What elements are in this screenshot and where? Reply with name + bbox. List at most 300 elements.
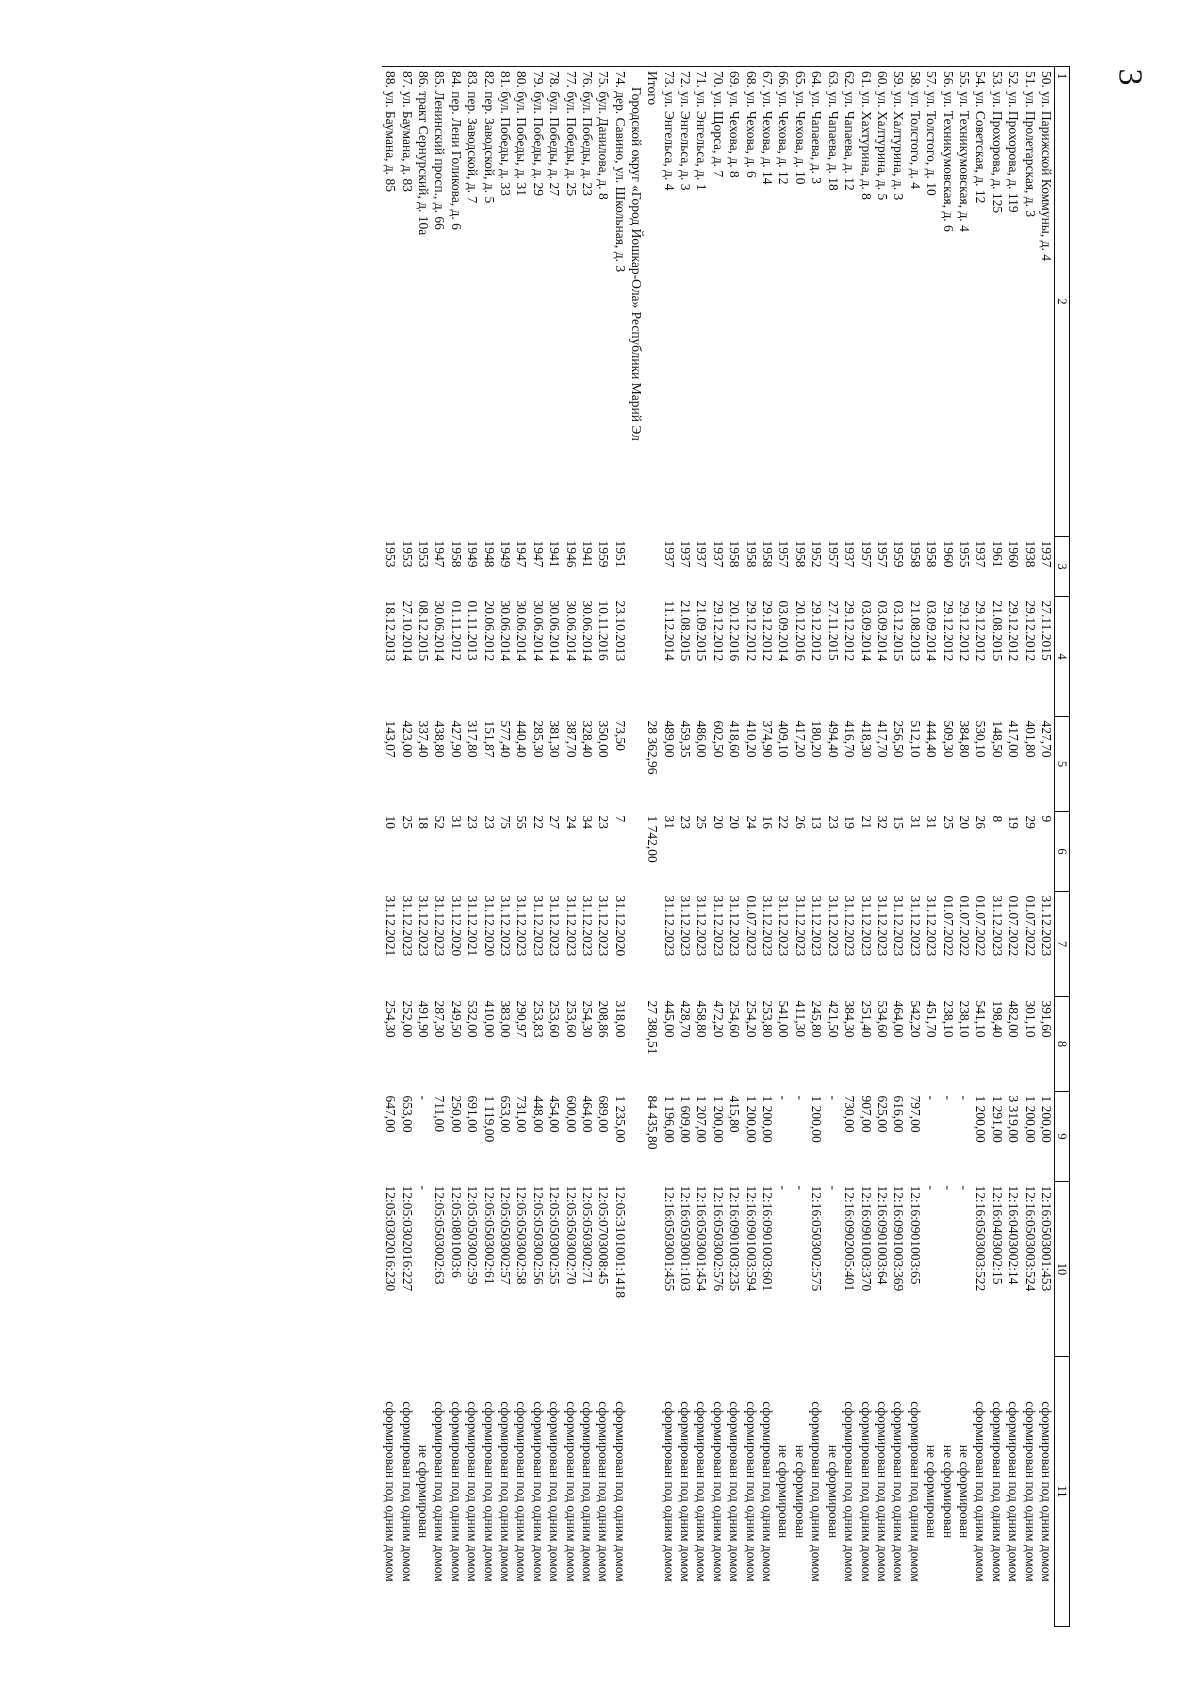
cell-col-9: 1 200,00 bbox=[809, 1095, 825, 1143]
cell-col-2: 83. пер. Заводской, д. 7 bbox=[465, 71, 481, 204]
empty-cell bbox=[628, 597, 644, 717]
cell-col-8: 238,10 bbox=[940, 1000, 956, 1038]
cell-col-4: 03.09.2014 bbox=[924, 600, 940, 662]
cell-col-3: 1937 bbox=[694, 540, 710, 568]
empty-cell bbox=[628, 812, 644, 892]
cell-col-11: сформирован под одним домом bbox=[514, 1401, 530, 1582]
page-number: 3 bbox=[1111, 68, 1149, 86]
cell-col-6: 52 bbox=[432, 815, 448, 829]
cell-col-9: 689,00 bbox=[596, 1095, 612, 1133]
cell-col-5: 602,50 bbox=[710, 720, 726, 758]
cell-col-8: 428,70 bbox=[678, 1000, 694, 1038]
cell-col-4: 03.09.2014 bbox=[858, 600, 874, 662]
cell-col-7: 01.07.2022 bbox=[1006, 895, 1022, 957]
cell-col-4: 27.10.2014 bbox=[399, 600, 415, 662]
cell-col-3: 1951 bbox=[612, 540, 628, 568]
cell-col-6: 26 bbox=[973, 815, 989, 829]
cell-col-6: 22 bbox=[776, 815, 792, 829]
cell-col-10: 12:16:0503001:103 bbox=[678, 1185, 694, 1292]
cell-col-8: 253,60 bbox=[547, 1000, 563, 1038]
table-row bbox=[595, 67, 611, 1627]
cell-col-3: 1957 bbox=[858, 540, 874, 568]
cell-col-8: 245,80 bbox=[809, 1000, 825, 1038]
cell-col-5: 337,40 bbox=[415, 720, 431, 758]
cell-col-11: сформирован под одним домом bbox=[858, 1401, 874, 1582]
cell-col-9: 730,00 bbox=[842, 1095, 858, 1133]
cell-col-6: 23 bbox=[678, 815, 694, 829]
cell-col-10: - bbox=[776, 1185, 792, 1190]
cell-col-2: 87. ул. Баумана, д. 83 bbox=[399, 71, 415, 193]
cell-col-9: 1 200,00 bbox=[1022, 1095, 1038, 1143]
cell-col-11: сформирован под одним домом bbox=[743, 1401, 759, 1582]
cell-col-2: 55. ул. Техникумовская, д. 4 bbox=[956, 71, 972, 232]
cell-col-7: 31.12.2023 bbox=[792, 895, 808, 957]
empty-cell bbox=[628, 1092, 644, 1182]
cell-col-7: 31.12.2023 bbox=[776, 895, 792, 957]
cell-col-11: сформирован под одним домом bbox=[842, 1401, 858, 1582]
cell-col-9: 797,00 bbox=[907, 1095, 923, 1133]
cell-col-11: не сформирован bbox=[776, 1444, 792, 1539]
table-row bbox=[824, 67, 840, 1627]
cell-col-6: 29 bbox=[1022, 815, 1038, 829]
cell-col-8: 238,10 bbox=[956, 1000, 972, 1038]
cell-col-7: 31.12.2023 bbox=[989, 895, 1005, 957]
cell-col-5: 285,30 bbox=[530, 720, 546, 758]
cell-col-11: не сформирован bbox=[956, 1444, 972, 1539]
cell-col-2: 65. ул. Чехова, д. 10 bbox=[792, 71, 808, 185]
cell-col-9: 625,00 bbox=[874, 1095, 890, 1133]
cell-col-11: сформирован под одним домом bbox=[498, 1401, 513, 1582]
cell-col-4: 03.09.2014 bbox=[776, 600, 792, 662]
cell-col-8: 482,00 bbox=[1006, 1000, 1022, 1038]
cell-col-7: 31.12.2023 bbox=[530, 895, 546, 957]
column-header-1-2 bbox=[1055, 67, 1070, 537]
cell-col-6: 20 bbox=[727, 815, 743, 829]
table-row bbox=[611, 67, 627, 1627]
cell-col-6: 26 bbox=[792, 815, 808, 829]
cell-col-10: 12:16:0901003:65 bbox=[907, 1185, 923, 1285]
header-row bbox=[1055, 67, 1070, 1627]
cell-col-9: - bbox=[415, 1095, 431, 1100]
cell-col-9: - bbox=[940, 1095, 956, 1100]
cell-col-6: 24 bbox=[743, 815, 759, 829]
cell-col-4: 29.12.2012 bbox=[973, 600, 989, 662]
cell-col-11: сформирован под одним домом bbox=[973, 1401, 989, 1582]
cell-col-4: 21.08.2015 bbox=[678, 600, 694, 662]
cell-col-11: сформирован под одним домом bbox=[399, 1401, 415, 1582]
cell-col-3: 1949 bbox=[498, 540, 513, 568]
cell-col-2: 50. ул. Парижской Коммуны, д. 4 bbox=[1039, 71, 1054, 261]
cell-col-5: 444,40 bbox=[924, 720, 940, 758]
cell-col-3: 1957 bbox=[825, 540, 841, 568]
cell-col-2: 86. тракт Сернурский, д. 10а bbox=[415, 71, 431, 236]
cell-col-4: 29.12.2012 bbox=[956, 600, 972, 662]
cell-col-3: 1959 bbox=[891, 540, 907, 568]
cell-col-10: 12:05:0503002:61 bbox=[481, 1185, 497, 1285]
cell-col-2: 67. ул. Чехова, д. 14 bbox=[760, 71, 776, 185]
table-row bbox=[546, 67, 562, 1627]
cell-col-4: 30.06.2014 bbox=[498, 600, 513, 662]
cell-col-8: 384,30 bbox=[842, 1000, 858, 1038]
cell-col-8: 451,70 bbox=[924, 1000, 940, 1038]
cell-col-2: 88. ул. Баумана, д. 85 bbox=[383, 71, 399, 193]
cell-col-6: 7 bbox=[612, 815, 628, 823]
cell-col-2: 80. бул. Победы, д. 31 bbox=[514, 71, 530, 197]
cell-col-11: не сформирован bbox=[825, 1444, 841, 1539]
cell-col-5: 417,00 bbox=[1006, 720, 1022, 758]
cell-col-3: 1947 bbox=[514, 540, 530, 568]
cell-col-11: не сформирован bbox=[792, 1444, 808, 1539]
cell-col-9: - bbox=[924, 1095, 940, 1100]
table-row bbox=[1038, 67, 1055, 1627]
cell-col-11: сформирован под одним домом bbox=[432, 1401, 448, 1582]
cell-col-11: сформирован под одним домом bbox=[661, 1401, 677, 1582]
cell-col-7: 01.07.2023 bbox=[743, 895, 759, 957]
cell-col-9: 3 319,00 bbox=[1006, 1095, 1022, 1143]
cell-col-3: 1957 bbox=[874, 540, 890, 568]
cell-col-4: 30.06.2014 bbox=[530, 600, 546, 662]
cell-col-3: 1941 bbox=[580, 540, 596, 568]
cell-col-11: сформирован под одним домом bbox=[612, 1401, 628, 1582]
housing-registry-table bbox=[382, 66, 1070, 1627]
table-row bbox=[1021, 67, 1037, 1627]
cell-col-10 bbox=[644, 1182, 660, 1357]
cell-col-9: 250,00 bbox=[448, 1095, 464, 1133]
cell-col-3: 1958 bbox=[907, 540, 923, 568]
table-body bbox=[382, 67, 1055, 1627]
cell-col-4: 11.12.2014 bbox=[661, 600, 677, 661]
cell-col-2: 52. ул. Прохорова, д. 119 bbox=[1006, 71, 1022, 213]
cell-col-5: 438,80 bbox=[432, 720, 448, 758]
table-row bbox=[709, 67, 725, 1627]
cell-col-4: 18.12.2013 bbox=[383, 600, 399, 662]
cell-col-4: 29.12.2012 bbox=[1022, 600, 1038, 662]
column-header-7: 7 bbox=[1055, 892, 1070, 997]
cell-col-5: 494,40 bbox=[825, 720, 841, 758]
cell-col-4: 29.12.2012 bbox=[809, 600, 825, 662]
cell-col-2: 60. ул. Халтурина, д. 5 bbox=[874, 71, 890, 201]
cell-col-6: 20 bbox=[956, 815, 972, 829]
cell-col-2: 66. ул. Чехова, д. 12 bbox=[776, 71, 792, 185]
column-header-3: 3 bbox=[1055, 537, 1070, 597]
cell-col-3: 1961 bbox=[989, 540, 1005, 568]
cell-col-7: 31.12.2023 bbox=[710, 895, 726, 957]
cell-col-9: 464,00 bbox=[580, 1095, 596, 1133]
cell-col-7: 31.12.2023 bbox=[498, 895, 513, 957]
column-header-5: 5 bbox=[1055, 717, 1070, 812]
section-title: Городской округ «Город Йошкар-Ола» Республики Марий Эл bbox=[628, 87, 644, 441]
cell-col-10: 12:05:3101001:1418 bbox=[612, 1185, 628, 1299]
cell-col-5: 423,00 bbox=[399, 720, 415, 758]
cell-col-2: 84. пер. Лени Голикова, д. 6 bbox=[448, 71, 464, 230]
table-row bbox=[431, 67, 447, 1627]
cell-col-8: 254,30 bbox=[580, 1000, 596, 1038]
cell-col-8: 251,40 bbox=[858, 1000, 874, 1038]
cell-col-9: 711,00 bbox=[432, 1095, 448, 1133]
cell-col-5: 489,00 bbox=[661, 720, 677, 758]
table-row bbox=[775, 67, 791, 1627]
cell-col-2: Итого bbox=[645, 71, 661, 106]
cell-col-8: 410,00 bbox=[481, 1000, 497, 1038]
cell-col-5: 387,70 bbox=[563, 720, 579, 758]
cell-col-5: 440,40 bbox=[514, 720, 530, 758]
cell-col-8: 249,50 bbox=[448, 1000, 464, 1038]
cell-col-9: 1 609,00 bbox=[678, 1095, 694, 1143]
table-row bbox=[447, 67, 463, 1627]
cell-col-4: 20.12.2016 bbox=[792, 600, 808, 662]
cell-col-9: 907,00 bbox=[858, 1095, 874, 1133]
cell-col-5: 143,07 bbox=[383, 720, 399, 758]
cell-col-6: 20 bbox=[710, 815, 726, 829]
table-row bbox=[906, 67, 922, 1627]
cell-col-2: 79. бул. Победы, д. 29 bbox=[530, 71, 546, 197]
cell-col-4: 21.08.2013 bbox=[907, 600, 923, 662]
cell-col-5: 530,10 bbox=[973, 720, 989, 758]
cell-col-8: 472,20 bbox=[710, 1000, 726, 1038]
cell-col-3 bbox=[644, 537, 660, 597]
cell-col-5: 374,90 bbox=[760, 720, 776, 758]
cell-col-2: 57. ул. Толстого, д. 10 bbox=[924, 71, 940, 196]
cell-col-9: 616,00 bbox=[891, 1095, 907, 1133]
table-row bbox=[464, 67, 480, 1627]
cell-col-2: 51. ул. Пролетарская, д. 3 bbox=[1022, 71, 1038, 218]
cell-col-2: 76. бул. Победы, д. 23 bbox=[580, 71, 596, 197]
cell-col-11: сформирован под одним домом bbox=[530, 1401, 546, 1582]
cell-col-4: 20.12.2016 bbox=[727, 600, 743, 662]
cell-col-2: 82. пер. Заводской, д. 5 bbox=[481, 71, 497, 204]
cell-col-10: - bbox=[825, 1185, 841, 1190]
cell-col-8: 27 380,51 bbox=[645, 1000, 661, 1055]
cell-col-9: 1 207,00 bbox=[694, 1095, 710, 1143]
cell-col-7: 31.12.2021 bbox=[465, 895, 481, 957]
cell-col-10: 12:16:0503001:455 bbox=[661, 1185, 677, 1292]
cell-col-8: 318,00 bbox=[612, 1000, 628, 1038]
cell-col-3: 1948 bbox=[481, 540, 497, 568]
cell-col-5: 418,60 bbox=[727, 720, 743, 758]
cell-col-11: сформирован под одним домом bbox=[448, 1401, 464, 1582]
cell-col-8: 254,60 bbox=[727, 1000, 743, 1038]
cell-col-8: 532,00 bbox=[465, 1000, 481, 1038]
cell-col-2: 73. ул. Энгельса, д. 4 bbox=[661, 71, 677, 191]
cell-col-7: 31.12.2023 bbox=[809, 895, 825, 957]
cell-col-4: 03.09.2014 bbox=[874, 600, 890, 662]
cell-col-9: 653,00 bbox=[399, 1095, 415, 1133]
cell-col-11: сформирован под одним домом bbox=[1006, 1401, 1022, 1582]
cell-col-3: 1937 bbox=[661, 540, 677, 568]
cell-col-9: 1 235,00 bbox=[612, 1095, 628, 1143]
cell-col-6: 10 bbox=[383, 815, 399, 829]
cell-col-5: 180,20 bbox=[809, 720, 825, 758]
table-row bbox=[841, 67, 857, 1627]
cell-col-4: 08.12.2015 bbox=[415, 600, 431, 662]
cell-col-4: 30.06.2014 bbox=[563, 600, 579, 662]
cell-col-8: 541,10 bbox=[973, 1000, 989, 1038]
table-row bbox=[857, 67, 873, 1627]
cell-col-10: 12:16:0902005:401 bbox=[842, 1185, 858, 1292]
cell-col-3: 1957 bbox=[776, 540, 792, 568]
cell-col-5: 417,70 bbox=[874, 720, 890, 758]
cell-col-9: 1 200,00 bbox=[760, 1095, 776, 1143]
cell-col-8: 208,86 bbox=[596, 1000, 612, 1038]
cell-col-2: 74. дер. Савино, ул. Школьная, д. 3 bbox=[612, 71, 628, 273]
cell-col-7: 31.12.2023 bbox=[694, 895, 710, 957]
table-row bbox=[579, 67, 595, 1627]
cell-col-4: 29.12.2012 bbox=[940, 600, 956, 662]
cell-col-2: 78. бул. Победы, д. 27 bbox=[547, 71, 563, 197]
cell-col-8: 290,97 bbox=[514, 1000, 530, 1038]
cell-col-3: 1958 bbox=[743, 540, 759, 568]
cell-col-10: 12:05:0503002:71 bbox=[580, 1185, 596, 1285]
cell-col-7: 01.07.2022 bbox=[956, 895, 972, 957]
cell-col-10: 12:16:0901003:601 bbox=[760, 1185, 776, 1292]
cell-col-2: 77. бул. Победы, д. 25 bbox=[563, 71, 579, 197]
cell-col-9: - bbox=[792, 1095, 808, 1100]
cell-col-6: 8 bbox=[989, 815, 1005, 823]
cell-col-9: 1 200,00 bbox=[710, 1095, 726, 1143]
cell-col-7: 31.12.2023 bbox=[727, 895, 743, 957]
cell-col-3: 1958 bbox=[760, 540, 776, 568]
cell-col-3: 1937 bbox=[842, 540, 858, 568]
cell-col-2: 63. ул. Чапаева, д. 18 bbox=[825, 71, 841, 191]
cell-col-10: 12:16:0901003:594 bbox=[743, 1185, 759, 1292]
cell-col-7: 31.12.2020 bbox=[612, 895, 628, 957]
cell-col-2: 62. ул. Чапаева, д. 12 bbox=[842, 71, 858, 191]
cell-col-9: 691,00 bbox=[465, 1095, 481, 1133]
table-row bbox=[808, 67, 824, 1627]
cell-col-10: 12:16:0901003:235 bbox=[727, 1185, 743, 1292]
cell-col-6: 13 bbox=[809, 815, 825, 829]
cell-col-11: сформирован под одним домом bbox=[1022, 1401, 1038, 1582]
cell-col-7: 31.12.2023 bbox=[907, 895, 923, 957]
cell-col-5: 384,80 bbox=[956, 720, 972, 758]
cell-col-8: 411,30 bbox=[792, 1000, 808, 1038]
cell-col-8: 491,90 bbox=[415, 1000, 431, 1038]
cell-col-6: 21 bbox=[858, 815, 874, 829]
cell-col-5: 350,00 bbox=[596, 720, 612, 758]
cell-col-4 bbox=[644, 597, 660, 717]
cell-col-3: 1958 bbox=[924, 540, 940, 568]
cell-col-6: 9 bbox=[1039, 815, 1054, 823]
section-row bbox=[628, 67, 644, 1627]
cell-col-2: 61. ул. Хахтурина, д. 8 bbox=[858, 71, 874, 200]
cell-col-7: 31.12.2023 bbox=[563, 895, 579, 957]
cell-col-10: - bbox=[940, 1185, 956, 1190]
cell-col-10: 12:16:0901003:370 bbox=[858, 1185, 874, 1292]
cell-col-3: 1937 bbox=[973, 540, 989, 568]
cell-col-9: - bbox=[956, 1095, 972, 1100]
cell-col-7: 31.12.2023 bbox=[858, 895, 874, 957]
cell-col-5: 28 362,96 bbox=[645, 720, 661, 775]
cell-col-8: 445,00 bbox=[661, 1000, 677, 1038]
cell-col-4: 27.11.2015 bbox=[1039, 600, 1054, 661]
cell-col-7: 31.12.2023 bbox=[842, 895, 858, 957]
cell-col-10: 12:16:0901003:369 bbox=[891, 1185, 907, 1292]
cell-col-3: 1960 bbox=[940, 540, 956, 568]
table-row bbox=[513, 67, 529, 1627]
column-header-label: 2 bbox=[1055, 298, 1069, 305]
cell-col-3: 1947 bbox=[530, 540, 546, 568]
cell-col-10: 12:16:0403002:14 bbox=[1006, 1185, 1022, 1285]
table-row bbox=[693, 67, 709, 1627]
cell-col-6: 23 bbox=[596, 815, 612, 829]
cell-col-7: 31.12.2023 bbox=[415, 895, 431, 957]
cell-col-10: 12:16:0901003:64 bbox=[874, 1185, 890, 1285]
cell-col-11: сформирован под одним домом bbox=[760, 1401, 776, 1582]
cell-col-6: 25 bbox=[940, 815, 956, 829]
cell-col-10: 12:16:0503001:453 bbox=[1039, 1185, 1054, 1292]
table-row bbox=[415, 67, 431, 1627]
cell-col-2: 56. ул. Техникумовская, д. 6 bbox=[940, 71, 956, 232]
table-row bbox=[398, 67, 414, 1627]
cell-col-3: 1959 bbox=[596, 540, 612, 568]
cell-col-10: - bbox=[924, 1185, 940, 1190]
empty-cell bbox=[628, 717, 644, 812]
cell-col-4: 29.12.2012 bbox=[710, 600, 726, 662]
cell-col-6: 19 bbox=[842, 815, 858, 829]
cell-col-6: 55 bbox=[514, 815, 530, 829]
cell-col-7: 31.12.2023 bbox=[760, 895, 776, 957]
cell-col-3: 1937 bbox=[1039, 540, 1054, 568]
column-header-9: 9 bbox=[1055, 1092, 1070, 1182]
cell-col-9: 1 119,00 bbox=[481, 1095, 497, 1143]
cell-col-11: сформирован под одним домом bbox=[874, 1401, 890, 1582]
cell-col-11: сформирован под одним домом bbox=[710, 1401, 726, 1582]
cell-col-7: 31.12.2021 bbox=[383, 895, 399, 957]
cell-col-11: сформирован под одним домом bbox=[563, 1401, 579, 1582]
cell-col-3: 1947 bbox=[432, 540, 448, 568]
cell-col-9: 448,00 bbox=[530, 1095, 546, 1133]
table-row bbox=[792, 67, 808, 1627]
cell-col-7: 01.07.2022 bbox=[973, 895, 989, 957]
cell-col-8: 458,80 bbox=[694, 1000, 710, 1038]
cell-col-5: 427,70 bbox=[1039, 720, 1054, 758]
cell-col-9: 1 200,00 bbox=[973, 1095, 989, 1143]
table-row bbox=[874, 67, 890, 1627]
cell-col-7: 31.12.2023 bbox=[547, 895, 563, 957]
cell-col-4: 10.11.2016 bbox=[596, 600, 612, 661]
cell-col-8: 421,50 bbox=[825, 1000, 841, 1038]
cell-col-11: сформирован под одним домом bbox=[481, 1401, 497, 1582]
cell-col-10: - bbox=[956, 1185, 972, 1190]
table-row bbox=[890, 67, 906, 1627]
cell-col-4: 23.10.2013 bbox=[612, 600, 628, 662]
cell-col-10: 12:16:0503002:575 bbox=[809, 1185, 825, 1292]
cell-col-7: 31.12.2023 bbox=[596, 895, 612, 957]
cell-col-10: 12:16:0503003:522 bbox=[973, 1185, 989, 1292]
cell-col-3: 1958 bbox=[792, 540, 808, 568]
cell-col-2: 70. ул. Щорса, д. 7 bbox=[710, 71, 726, 178]
cell-col-5: 151,87 bbox=[481, 720, 497, 758]
cell-col-4: 30.06.2014 bbox=[514, 600, 530, 662]
cell-col-3: 1952 bbox=[809, 540, 825, 568]
cell-col-5: 148,50 bbox=[989, 720, 1005, 758]
cell-col-11: сформирован под одним домом bbox=[1039, 1401, 1054, 1582]
cell-col-7: 31.12.2023 bbox=[580, 895, 596, 957]
cell-col-3: 1937 bbox=[710, 540, 726, 568]
cell-col-4: 21.09.2015 bbox=[694, 600, 710, 662]
cell-col-8: 254,20 bbox=[743, 1000, 759, 1038]
table-row bbox=[660, 67, 676, 1627]
empty-cell bbox=[628, 537, 644, 597]
table-row bbox=[923, 67, 939, 1627]
cell-col-2: 64. ул. Чапаева, д. 3 bbox=[809, 71, 825, 184]
cell-col-5: 256,50 bbox=[891, 720, 907, 758]
cell-col-7: 31.12.2023 bbox=[1039, 895, 1054, 957]
cell-col-10: 12:16:0503003:524 bbox=[1022, 1185, 1038, 1292]
cell-col-6: 31 bbox=[907, 815, 923, 829]
cell-col-6: 25 bbox=[694, 815, 710, 829]
cell-col-7: 31.12.2020 bbox=[448, 895, 464, 957]
